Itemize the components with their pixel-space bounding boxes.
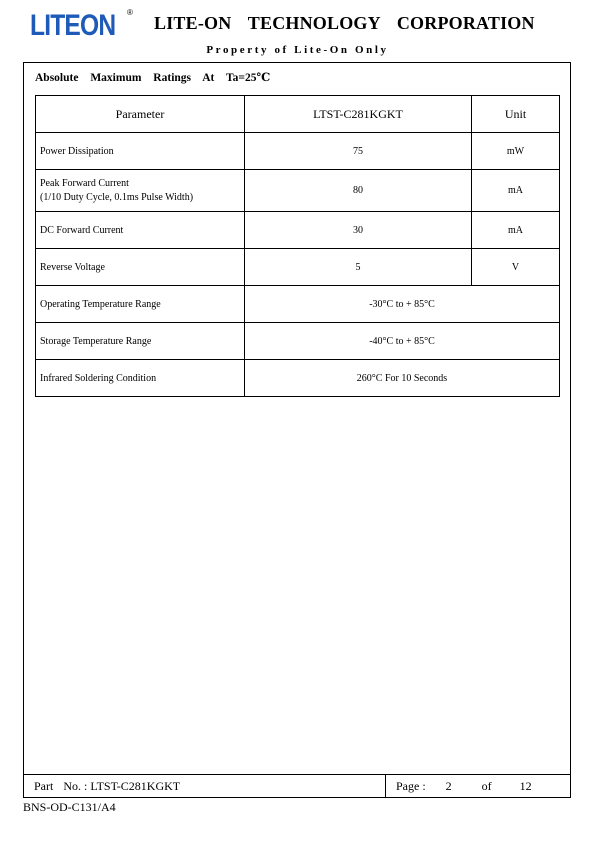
row-parameter: Operating Temperature Range — [36, 286, 245, 323]
table-row — [36, 360, 560, 397]
table-row — [36, 286, 560, 323]
row-parameter: DC Forward Current — [36, 212, 245, 249]
row-parameter-line2: (1/10 Duty Cycle, 0.1ms Pulse Width) — [40, 191, 194, 203]
table-row — [36, 212, 560, 249]
row-value: 75 — [245, 133, 472, 170]
table-row — [36, 170, 560, 212]
table-row — [36, 249, 560, 286]
footer-part-label: Part — [34, 779, 54, 793]
liteon-logo — [30, 10, 134, 42]
registered-mark: ® — [127, 8, 133, 17]
row-parameter — [36, 170, 245, 212]
row-parameter: Reverse Voltage — [36, 249, 245, 286]
header-unit: Unit — [472, 96, 560, 133]
row-unit: mA — [472, 212, 560, 249]
property-notice: Property of Lite-On Only — [206, 44, 389, 56]
table-row — [36, 133, 560, 170]
row-value: -40°C to + 85°C — [245, 323, 560, 360]
row-value: -30°C to + 85°C — [245, 286, 560, 323]
document-code: BNS-OD-C131/A4 — [23, 800, 116, 814]
logo-wordmark: LITEON — [30, 9, 116, 42]
header-parameter: Parameter — [36, 96, 245, 133]
footer-column-divider — [385, 774, 386, 798]
company-name: LITE-ON TECHNOLOGY CORPORATION — [154, 13, 535, 33]
row-unit: mW — [472, 133, 560, 170]
footer-of-label: of — [481, 779, 492, 793]
footer-page-total: 12 — [519, 779, 532, 793]
row-parameter-line1: Peak Forward Current — [40, 177, 129, 189]
row-parameter: Infrared Soldering Condition — [36, 360, 245, 397]
absolute-maximum-ratings-table — [35, 95, 560, 397]
footer-part-number — [34, 779, 180, 794]
row-value: 5 — [245, 249, 472, 286]
row-unit: mA — [472, 170, 560, 212]
row-value: 30 — [245, 212, 472, 249]
table-row — [36, 323, 560, 360]
row-value: 260°C For 10 Seconds — [245, 360, 560, 397]
table-header-row — [36, 96, 560, 133]
footer-page-current: 2 — [445, 779, 452, 793]
row-parameter: Storage Temperature Range — [36, 323, 245, 360]
row-unit: V — [472, 249, 560, 286]
footer-part-no: No. : LTST-C281KGKT — [63, 779, 181, 793]
section-title: Absolute Maximum Ratings At Ta=25℃ — [35, 72, 271, 84]
row-parameter: Power Dissipation — [36, 133, 245, 170]
footer-page-label: Page : — [396, 779, 426, 793]
row-value: 80 — [245, 170, 472, 212]
footer-divider-line — [23, 774, 571, 775]
header-part-number: LTST-C281KGKT — [245, 96, 472, 133]
footer-page-info — [396, 779, 532, 794]
